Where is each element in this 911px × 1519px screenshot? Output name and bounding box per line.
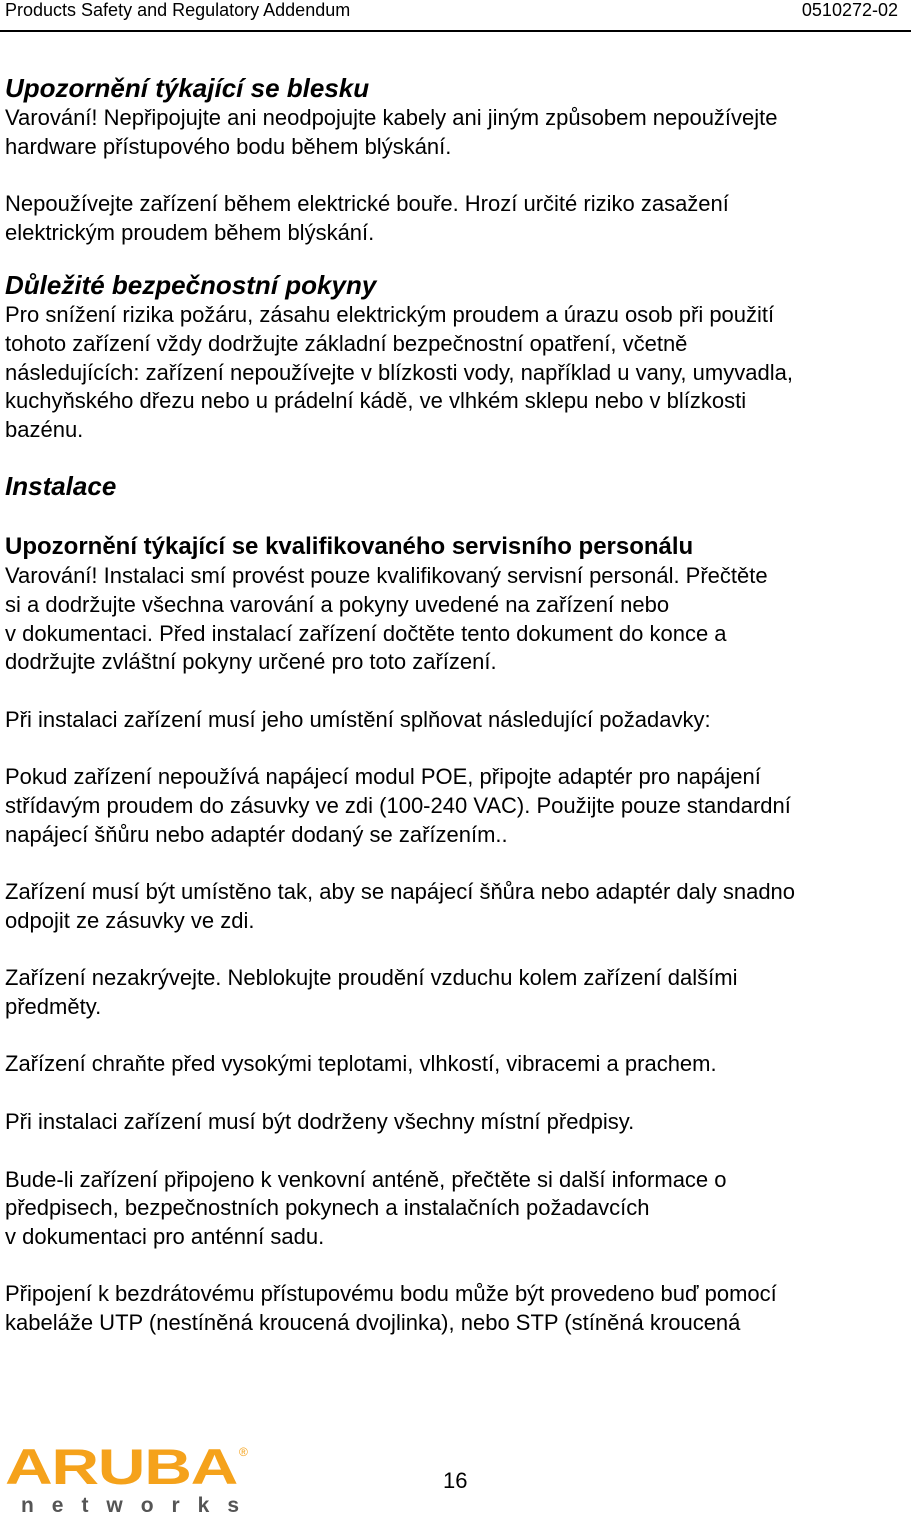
- paragraph-installation-9: [5, 1280, 905, 1337]
- text-line: Varování! Nepřipojujte ani neodpojujte kabely ani jiným způsobem nepoužívejte: [5, 105, 778, 130]
- paragraph-installation-6: [5, 1050, 905, 1079]
- text-line: Při instalaci zařízení musí být dodrženy všechny místní předpisy.: [5, 1109, 635, 1135]
- text-line: kuchyňského dřezu nebo u prádelní kádě, ve vlhkém sklepu nebo v blízkosti: [5, 388, 747, 414]
- logo-wordmark: ARUBA: [5, 1440, 237, 1495]
- text-line: dodržujte zvláštní pokyny určené pro toto zařízení.: [5, 649, 497, 675]
- paragraph-safety-1: [5, 301, 905, 444]
- text-line: předměty.: [5, 993, 102, 1019]
- text-line: odpojit ze zásuvky ve zdi.: [5, 907, 255, 933]
- heading-lightning: Upozornění týkající se blesku: [5, 73, 370, 103]
- paragraph-installation-4: [5, 878, 905, 935]
- paragraph-lightning-2: [5, 190, 905, 247]
- paragraph-lightning-1: [5, 104, 905, 161]
- header-divider: [0, 30, 911, 32]
- paragraph-installation-7: [5, 1108, 905, 1137]
- text-line: střídavým proudem do zásuvky ve zdi (100-240 VAC). Použijte pouze standardní: [5, 792, 791, 818]
- aruba-logo-graphic: [5, 1440, 250, 1514]
- text-line: elektrickým proudem během blýskání.: [5, 219, 375, 245]
- subheading-qualified-personnel: Upozornění týkající se kvalifikovaného servisního personálu: [5, 533, 694, 561]
- paragraph-installation-8: [5, 1166, 905, 1252]
- text-line: předpisech, bezpečnostních pokynech a instalačních požadavcích: [5, 1195, 650, 1221]
- text-line: Varování! Instalaci smí provést pouze kvalifikovaný servisní personál. Přečtěte: [5, 563, 768, 589]
- text-line: v dokumentaci pro anténní sadu.: [5, 1223, 325, 1249]
- header-document-title: Products Safety and Regulatory Addendum: [5, 0, 351, 20]
- text-line: Zařízení musí být umístěno tak, aby se napájecí šňůra nebo adaptér daly snadno: [5, 879, 796, 905]
- paragraph-installation-2: [5, 706, 905, 735]
- text-line: napájecí šňůru nebo adaptér dodaný se zařízením..: [5, 821, 508, 847]
- text-line: Zařízení chraňte před vysokými teplotami, vlhkostí, vibracemi a prachem.: [5, 1051, 717, 1077]
- text-line: bazénu.: [5, 416, 84, 442]
- text-line: Při instalaci zařízení musí jeho umístění splňovat následující požadavky:: [5, 706, 711, 732]
- paragraph-installation-5: [5, 964, 905, 1021]
- logo-subtitle: networks: [21, 1494, 239, 1514]
- aruba-networks-logo: [5, 1440, 250, 1514]
- text-line: Bude-li zařízení připojeno k venkovní anténě, přečtěte si další informace o: [5, 1166, 727, 1192]
- text-line: tohoto zařízení vždy dodržujte základní bezpečnostní opatření, včetně: [5, 330, 688, 356]
- heading-safety: Důležité bezpečnostní pokyny: [5, 270, 377, 301]
- paragraph-installation-3: [5, 763, 905, 849]
- registered-mark-icon: ®: [239, 1445, 248, 1459]
- text-line: v dokumentaci. Před instalací zařízení dočtěte tento dokument do konce a: [5, 620, 727, 646]
- header-document-number: 0510272-02: [801, 0, 898, 20]
- text-line: následujících: zařízení nepoužívejte v blízkosti vody, například u vany, umyvadla,: [5, 359, 793, 385]
- text-line: Pro snížení rizika požáru, zásahu elektrickým proudem a úrazu osob při použití: [5, 302, 775, 328]
- document-body: [5, 72, 905, 1338]
- page-header: [0, 0, 911, 31]
- text-line: Zařízení nezakrývejte. Neblokujte proudění vzduchu kolem zařízení dalšími: [5, 965, 738, 991]
- text-line: Nepoužívejte zařízení během elektrické bouře. Hrozí určité riziko zasažení: [5, 191, 729, 217]
- heading-installation: Instalace: [5, 471, 117, 502]
- page-number: 16: [443, 1468, 468, 1493]
- text-line: Připojení k bezdrátovému přístupovému bodu může být provedeno buď pomocí: [5, 1281, 777, 1307]
- text-line: Pokud zařízení nepoužívá napájecí modul POE, připojte adaptér pro napájení: [5, 764, 761, 790]
- text-line: kabeláže UTP (nestíněná kroucená dvojlinka), nebo STP (stíněná kroucená: [5, 1310, 741, 1336]
- text-line: si a dodržujte všechna varování a pokyny uvedené na zařízení nebo: [5, 591, 670, 617]
- text-line: hardware přístupového bodu během blýskání.: [5, 133, 452, 159]
- paragraph-installation-1: [5, 562, 905, 676]
